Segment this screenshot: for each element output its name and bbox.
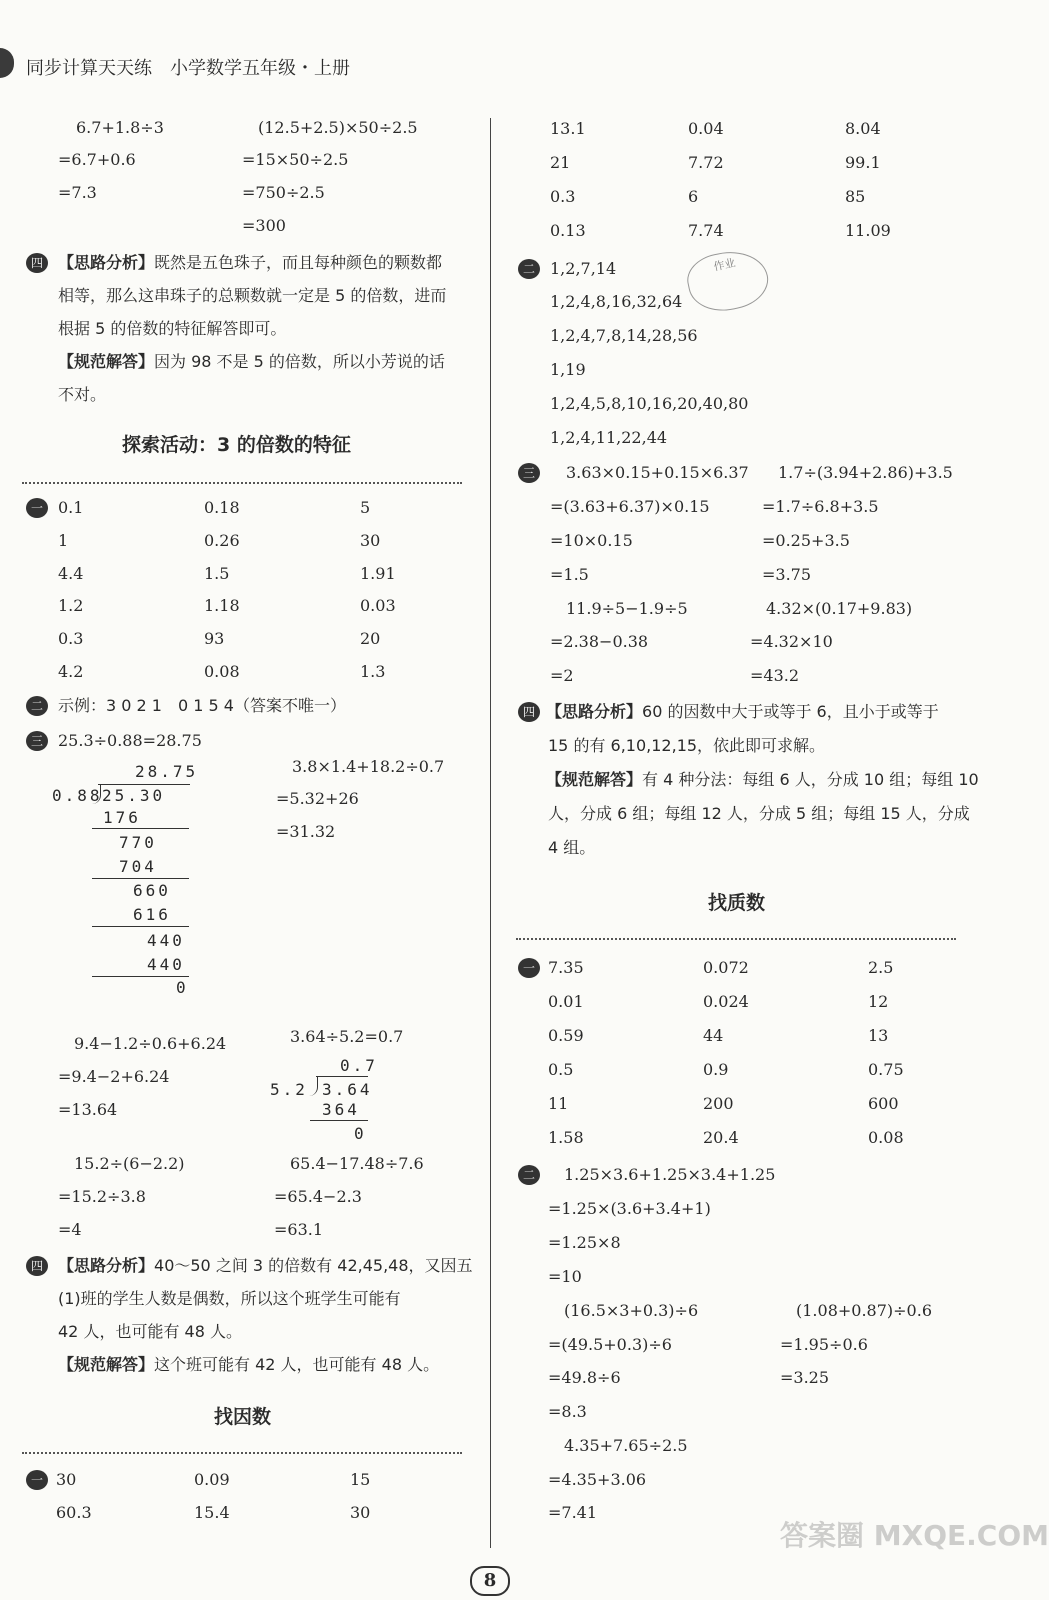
calc-line: 9.4−1.2÷0.6+6.24 [74,1034,227,1053]
grid-cell: 11.09 [845,221,891,240]
grid-cell: 1.91 [360,563,396,583]
long-division-step: 440 [147,955,185,974]
grid-cell: 30 [56,1470,77,1489]
column-divider [490,118,491,1548]
analysis-label: 【思路分析】 [58,1256,155,1275]
calc-line: =7.41 [548,1503,598,1522]
analysis-line: 15 的有 6,10,12,15，依此即可求解。 [548,736,826,755]
small-division-remainder: 0 [354,1124,367,1143]
header-title: 同步计算天天练 小学数学五年级・上册 [26,58,350,79]
grid-cell: 2.5 [868,958,894,977]
grid-cell: 1.18 [204,596,240,616]
small-division-rule [310,1120,368,1121]
grid-cell: 200 [703,1094,734,1113]
long-division-rule [92,926,189,927]
long-division-rule [92,878,189,879]
factor-line: 1,2,4,7,8,14,28,56 [550,326,698,345]
grid-cell: 99.1 [845,153,881,172]
grid-cell: 4.2 [58,662,84,681]
small-division-step: 364 [322,1100,360,1119]
stamp-text: 作业 [712,256,737,274]
question-badge-two: 二 [26,696,48,716]
grid-cell: 20 [360,629,381,649]
calc-line: =1.25×(3.6+3.4+1) [548,1199,711,1218]
grid-cell: 0.03 [360,596,396,616]
small-division-dividend: 3.64 [322,1080,373,1099]
grid-cell: 11 [548,1094,569,1113]
long-division-rule [92,828,189,829]
answer-text: 这个班可能有 42 人，也可能有 48 人。 [154,1355,440,1374]
long-division-step: 616 [133,905,171,924]
long-division-bar [98,784,190,785]
long-division-step: 176 [103,808,141,827]
grid-cell: 7.35 [548,958,584,977]
analysis-line [546,702,939,722]
grid-cell: 13.1 [550,119,586,138]
long-division-step: 770 [119,833,157,852]
calc-line: =4.35+3.06 [548,1470,647,1489]
calc-line: =2.38−0.38 [550,632,649,651]
calc-line: =65.4−2.3 [274,1187,362,1206]
grid-cell: 0.26 [204,530,240,550]
small-division-bracket [309,1076,318,1096]
long-division-divisor: 0.88 [52,786,103,805]
grid-cell: 93 [204,629,225,649]
calc-line: 6.7+1.8÷3 [76,118,164,137]
small-division-divisor: 5.2 [270,1080,308,1099]
calc-line: =5.32+26 [276,789,359,808]
question-badge-two: 二 [518,1165,540,1185]
long-division-step: 704 [119,857,157,876]
calc-line: 1.7÷(3.94+2.86)+3.5 [778,463,953,482]
approval-stamp [683,244,773,317]
long-division-step: 660 [133,881,171,900]
factor-line: 1,2,4,5,8,10,16,20,40,80 [550,394,749,413]
calc-line: =31.32 [276,822,336,841]
answer-line: 4 组。 [548,838,596,857]
page-number [470,1566,510,1596]
calc-line: =15.2÷3.8 [58,1187,146,1206]
calc-line: =43.2 [750,666,800,685]
grid-cell: 0.59 [548,1026,584,1045]
page-number-text: 8 [483,1570,497,1591]
answer-text: 因为 98 不是 5 的倍数，所以小芳说的话 [154,352,445,371]
question-badge-one: 一 [518,958,540,978]
calc-line: 3.8×1.4+18.2÷0.7 [292,757,445,776]
calc-line: =(49.5+0.3)÷6 [548,1335,672,1354]
question-badge-three: 三 [26,731,48,751]
long-division-dividend: 25.30 [102,786,166,805]
long-division-rule [92,976,189,977]
calc-line: =63.1 [274,1220,324,1239]
grid-cell: 12 [868,992,889,1011]
grid-cell: 21 [550,153,571,172]
long-division-step: 0 [176,978,189,997]
calc-line: 1.25×3.6+1.25×3.4+1.25 [564,1165,776,1184]
answer-label: 【规范解答】 [58,352,155,371]
calc-line: =3.75 [762,565,812,584]
calc-line: =10×0.15 [550,531,633,550]
analysis-line: 42 人，也可能有 48 人。 [58,1322,242,1341]
analysis-text: 40～50 之间 3 的倍数有 42,45,48，又因五 [154,1256,473,1275]
calc-line: =4 [58,1220,82,1239]
calc-line: 65.4−17.48÷7.6 [290,1154,424,1173]
grid-cell: 15.4 [194,1503,230,1522]
calc-line: 4.32×(0.17+9.83) [766,599,913,618]
long-division-quotient: 28.75 [135,762,199,781]
calc-line: =7.3 [58,183,97,202]
analysis-line [58,253,442,273]
answer-line [58,352,445,372]
question-badge-three: 三 [518,463,540,483]
grid-cell: 8.04 [845,119,881,138]
calc-line: (1.08+0.87)÷0.6 [796,1301,932,1320]
grid-cell: 0.04 [688,119,724,138]
calc-line: 11.9÷5−1.9÷5 [566,599,688,618]
grid-cell: 85 [845,187,866,206]
grid-cell: 20.4 [703,1128,739,1147]
grid-cell: 0.024 [703,992,749,1011]
calc-line: 15.2÷(6−2.2) [74,1154,185,1173]
calc-line: =(3.63+6.37)×0.15 [550,497,710,516]
calc-line: =13.64 [58,1100,118,1119]
answer-label: 【规范解答】 [58,1355,155,1374]
calc-line: =2 [550,666,574,685]
answer-line [546,770,979,790]
section-divider [22,1452,462,1454]
analysis-text: 60 的因数中大于或等于 6，且小于或等于 [642,702,939,721]
factor-line: 1,19 [550,360,586,379]
grid-cell: 0.01 [548,992,584,1011]
question-badge-four: 四 [518,702,540,722]
grid-cell: 30 [350,1503,371,1522]
small-division-bar [316,1076,368,1077]
answer-text: 有 4 种分法：每组 6 人，分成 10 组；每组 10 [642,770,979,789]
factor-line: 1,2,4,8,16,32,64 [550,292,683,311]
calc-line: =3.25 [780,1368,830,1387]
calc-line: =1.25×8 [548,1233,621,1252]
question-badge-two: 二 [518,259,540,279]
answer-line [58,1355,439,1375]
grid-cell: 0.18 [204,498,240,517]
section-divider [22,482,462,484]
grid-cell: 0.072 [703,958,749,977]
calc-line: =8.3 [548,1402,587,1421]
section-title: 找质数 [708,892,766,914]
grid-cell: 0.09 [194,1470,230,1489]
calc-line: (12.5+2.5)×50÷2.5 [258,118,418,137]
example-answer: 示例：3 0 2 1 0 1 5 4（答案不唯一） [58,696,346,715]
analysis-line: (1)班的学生人数是偶数，所以这个班学生可能有 [58,1289,401,1308]
section-title: 找因数 [214,1406,272,1428]
analysis-line: 根据 5 的倍数的特征解答即可。 [58,319,287,338]
question-badge-one: 一 [26,498,48,518]
grid-cell: 0.13 [550,221,586,240]
grid-cell: 0.75 [868,1060,904,1079]
calc-line: 25.3÷0.88=28.75 [58,731,202,750]
question-badge-four: 四 [26,1256,48,1276]
grid-cell: 30 [360,530,381,550]
analysis-text: 既然是五色珠子，而且每种颜色的颗数都 [154,253,443,272]
analysis-label: 【思路分析】 [546,702,643,721]
grid-cell: 600 [868,1094,899,1113]
question-badge-four: 四 [26,253,48,273]
grid-cell: 0.3 [550,187,576,206]
calc-line: =750÷2.5 [242,183,325,202]
calc-line: (16.5×3+0.3)÷6 [564,1301,699,1320]
analysis-label: 【思路分析】 [58,253,155,272]
calc-line: =0.25+3.5 [762,531,850,550]
grid-cell: 1.2 [58,596,84,616]
calc-line: =1.5 [550,565,589,584]
calc-line: =15×50÷2.5 [242,150,349,169]
answer-label: 【规范解答】 [546,770,643,789]
factor-line: 1,2,4,11,22,44 [550,428,668,447]
grid-cell: 0.1 [58,498,84,517]
grid-cell: 0.08 [204,662,240,681]
grid-cell: 7.72 [688,153,724,172]
grid-cell: 5 [360,498,371,517]
calc-line: 4.35+7.65÷2.5 [564,1436,688,1455]
section-title: 探索活动：3 的倍数的特征 [122,434,351,456]
grid-cell: 0.5 [548,1060,574,1079]
grid-cell: 0.3 [58,629,84,649]
small-division-quotient: 0.7 [340,1056,378,1075]
answer-line: 人，分成 6 组；每组 12 人，分成 5 组；每组 15 人，分成 [548,804,970,823]
grid-cell: 0.08 [868,1128,904,1147]
grid-cell: 1.5 [204,563,230,583]
calc-line: =10 [548,1267,582,1286]
grid-cell: 13 [868,1026,889,1045]
section-divider [516,938,956,940]
grid-cell: 0.9 [703,1060,729,1079]
grid-cell: 44 [703,1026,724,1045]
calc-line: =49.8÷6 [548,1368,621,1387]
grid-cell: 7.74 [688,221,724,240]
calc-line: =1.95÷0.6 [780,1335,868,1354]
answer-line: 不对。 [58,385,107,404]
calc-line: =300 [242,216,286,235]
grid-cell: 6 [688,187,699,206]
grid-cell: 1 [58,530,69,550]
question-badge-one: 一 [26,1470,48,1490]
long-division-step: 440 [147,931,185,950]
grid-cell: 15 [350,1470,371,1489]
calc-line: =9.4−2+6.24 [58,1067,170,1086]
calc-line: 3.63×0.15+0.15×6.37 [566,463,749,482]
calc-line: =4.32×10 [750,632,833,651]
calc-line: =1.7÷6.8+3.5 [762,497,879,516]
site-watermark: 答案圈 MXQE.COM [780,1519,1049,1552]
grid-cell: 60.3 [56,1503,92,1522]
factor-line: 1,2,7,14 [550,259,617,278]
calc-line: 3.64÷5.2=0.7 [290,1027,404,1046]
grid-cell: 1.3 [360,662,386,681]
calc-line: =6.7+0.6 [58,150,136,169]
header-logo-icon [0,48,14,78]
grid-cell: 4.4 [58,563,84,583]
analysis-line: 相等，那么这串珠子的总颗数就一定是 5 的倍数，进而 [58,286,447,305]
analysis-line [58,1256,473,1276]
grid-cell: 1.58 [548,1128,584,1147]
